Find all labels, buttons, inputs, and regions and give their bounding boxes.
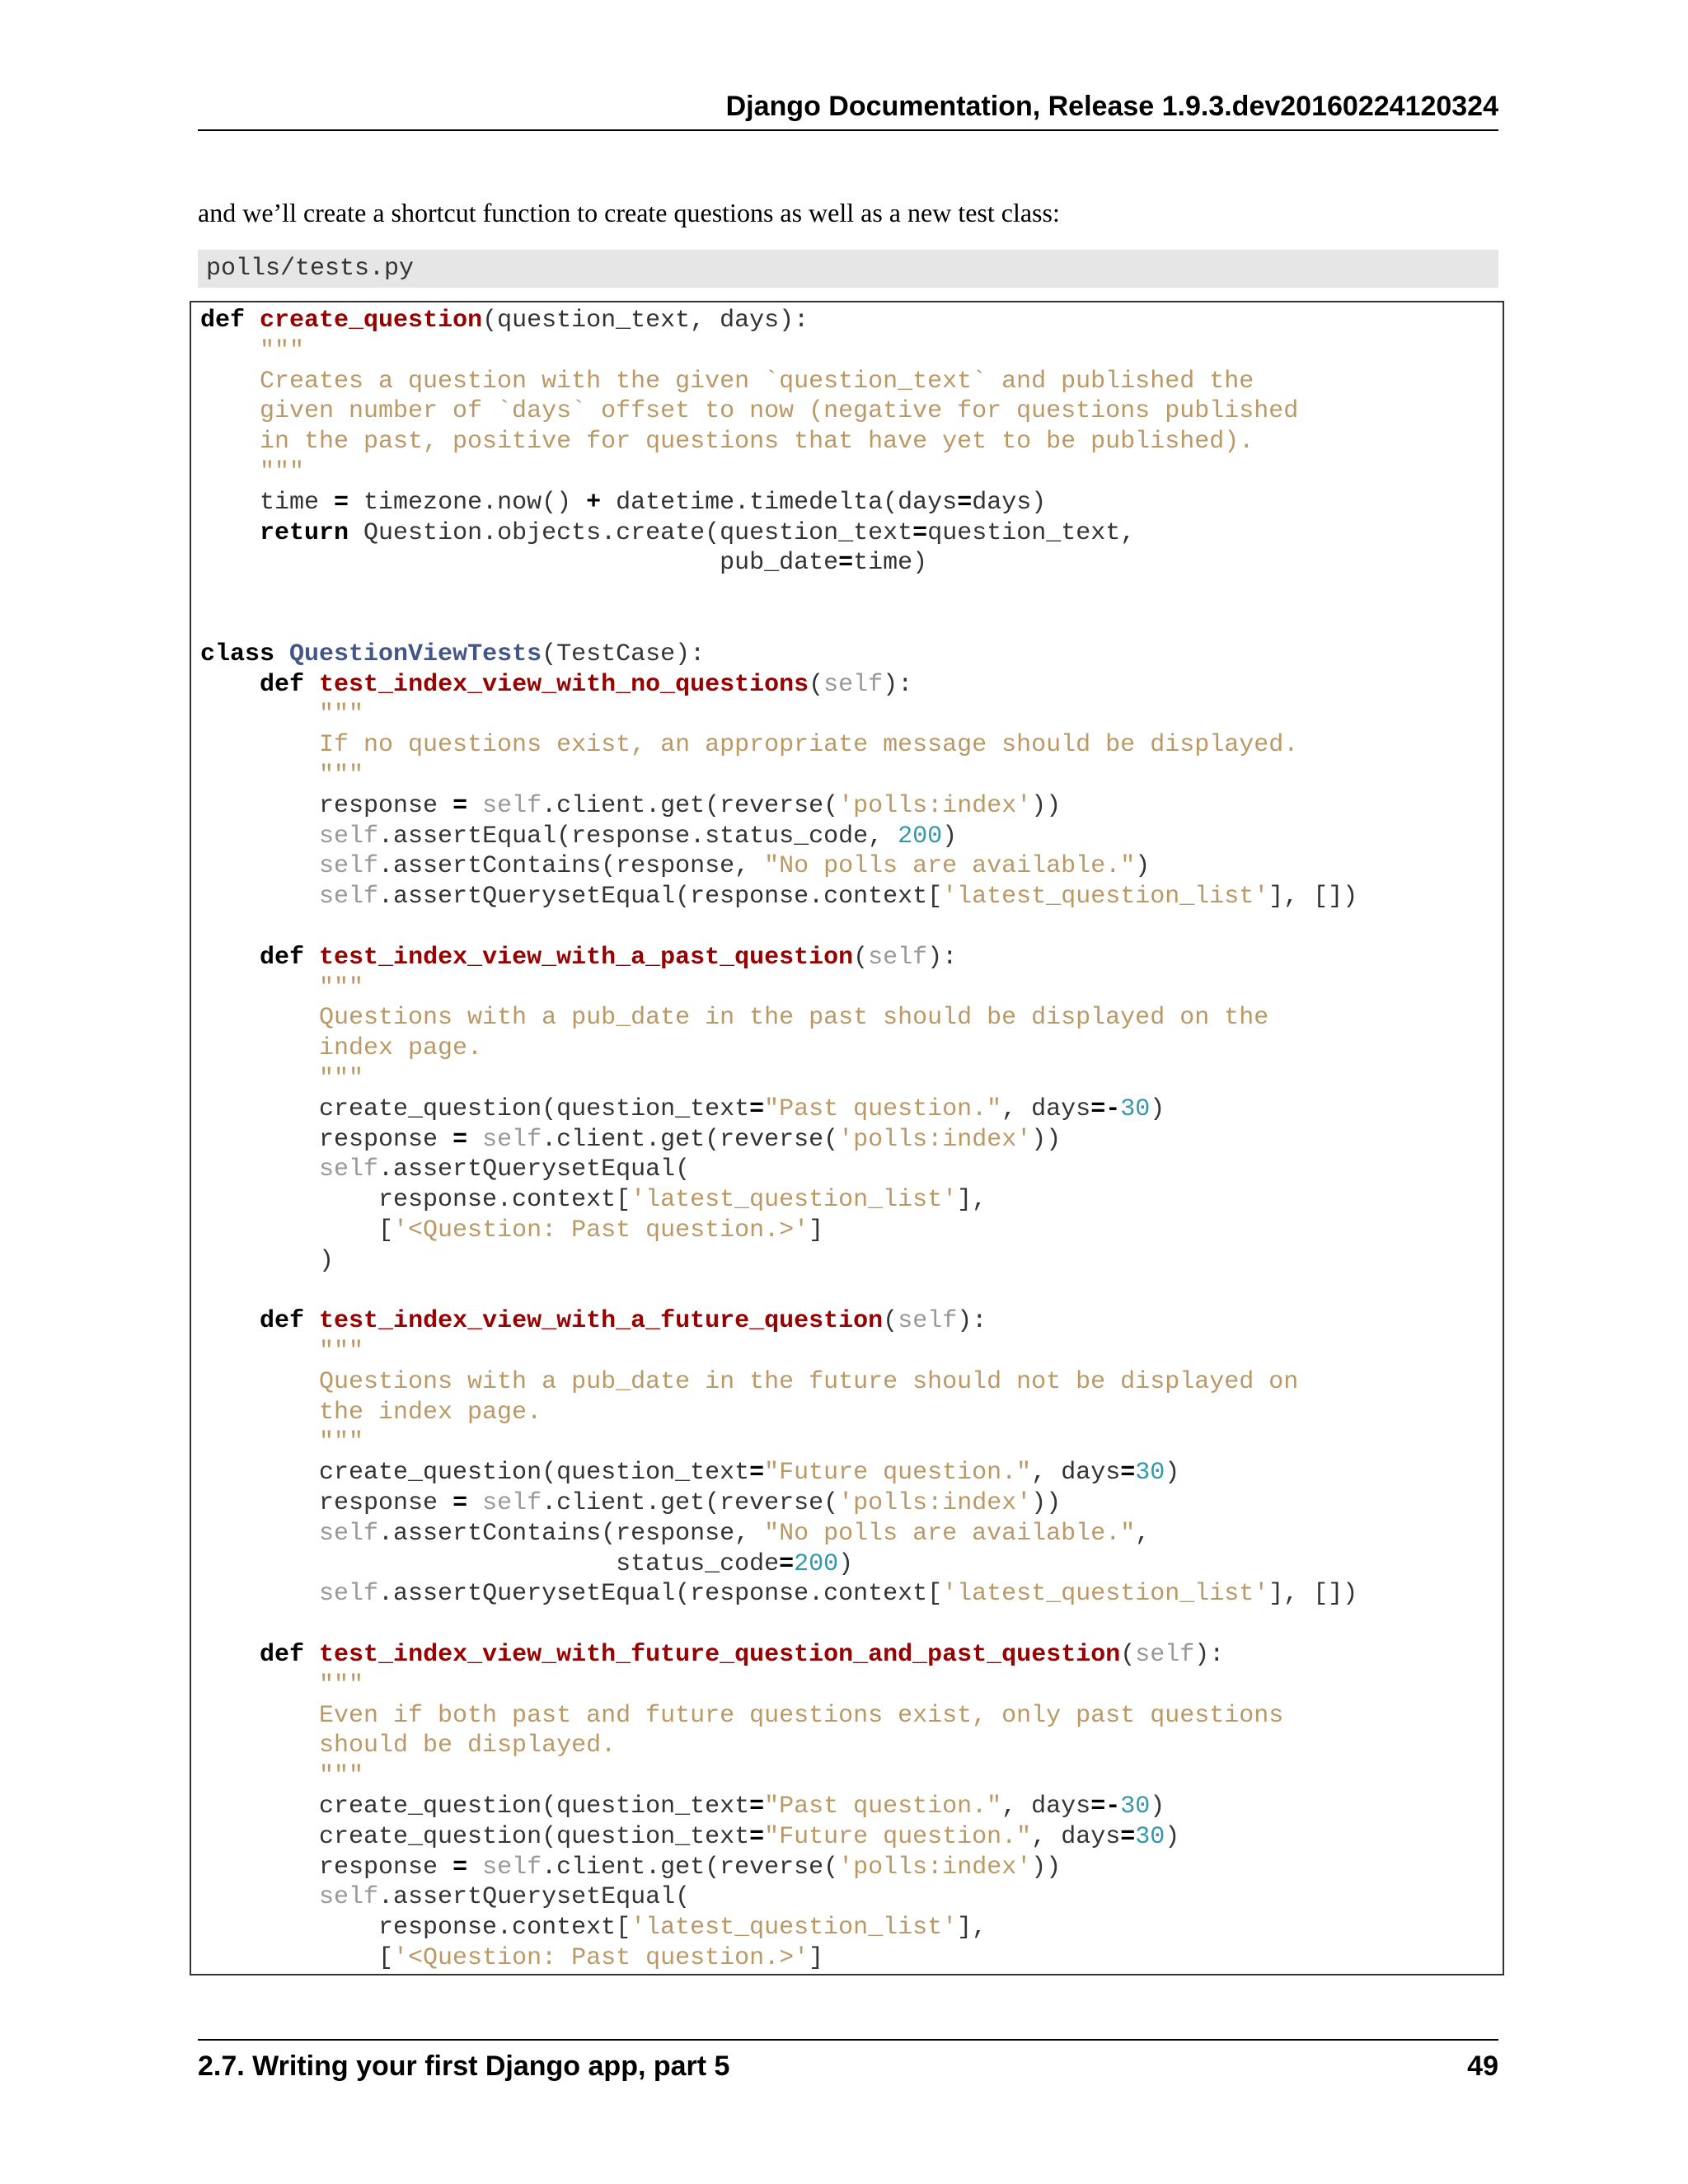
code-token: =: [452, 1853, 468, 1882]
section-title: 2.7. Writing your first Django app, part 5: [198, 2050, 730, 2082]
code-token: .assertEqual(response.status_code,: [378, 822, 898, 851]
code-token: 30: [1120, 1094, 1151, 1123]
code-token: .assertQuerysetEqual(: [378, 1155, 691, 1184]
code-line: [200, 791, 1503, 822]
code-token: 'polls:index': [838, 791, 1032, 820]
code-token: ): [1165, 1459, 1180, 1488]
code-token: =: [1120, 1822, 1136, 1851]
code-line: [200, 1882, 1503, 1913]
code-token: class: [200, 640, 275, 668]
code-token: "Future question.": [764, 1459, 1032, 1488]
code-token: [200, 883, 319, 911]
code-token: [304, 1307, 319, 1335]
code-token: create_question(question_text: [200, 1822, 750, 1851]
code-token: self: [868, 943, 928, 972]
code-token: (: [809, 670, 824, 699]
code-token: timezone.now(): [349, 488, 587, 517]
code-token: """: [200, 336, 305, 365]
code-line: [200, 1943, 1503, 1974]
code-token: .assertQuerysetEqual(: [378, 1883, 691, 1912]
code-token: .assertQuerysetEqual(response.context[: [378, 883, 943, 912]
code-token: the index page.: [200, 1398, 542, 1427]
code-token: .assertContains(response,: [378, 1519, 765, 1548]
page-footer: [198, 2039, 1498, 2083]
code-token: """: [200, 457, 305, 486]
code-token: response: [200, 1853, 453, 1882]
code-token: [: [200, 1216, 394, 1244]
code-line: [200, 1822, 1503, 1853]
code-token: ): [200, 1246, 335, 1275]
code-token: =: [912, 518, 928, 547]
code-token: [: [200, 1944, 394, 1973]
code-line: [200, 1671, 1503, 1701]
code-line: [200, 1003, 1503, 1033]
code-token: [467, 1854, 482, 1882]
code-token: ):: [1194, 1641, 1225, 1670]
code-token: "No polls are available.": [764, 852, 1136, 881]
code-token: [245, 307, 260, 335]
code-line: [200, 1549, 1503, 1580]
code-token: 'polls:index': [838, 1853, 1032, 1882]
code-line: [200, 822, 1503, 852]
code-token: self: [482, 1489, 542, 1518]
code-token: ): [1135, 852, 1151, 881]
code-token: """: [200, 1428, 364, 1457]
code-line: [200, 973, 1503, 1004]
code-token: =: [779, 1549, 795, 1578]
code-token: =: [838, 549, 854, 578]
code-filename: polls/tests.py: [198, 250, 1498, 288]
code-token: .assertQuerysetEqual(response.context[: [378, 1580, 943, 1609]
code-token: .assertContains(response,: [378, 852, 765, 881]
code-token: "Past question.": [764, 1793, 1002, 1821]
code-token: , days: [1031, 1459, 1121, 1488]
code-token: Creates a question with the given `question_text` and published the: [200, 367, 1254, 396]
code-token: [200, 1155, 319, 1183]
code-token: self: [482, 791, 542, 820]
code-token: ):: [927, 943, 958, 972]
code-line: [200, 1701, 1503, 1732]
code-token: create_question(question_text: [200, 1793, 750, 1821]
code-line: [200, 851, 1503, 882]
code-token: (: [853, 943, 869, 972]
code-token: response: [200, 1125, 453, 1154]
code-token: given number of `days` offset to now (negative for questions published: [200, 397, 1299, 426]
code-token: ): [1150, 1793, 1165, 1821]
code-token: .client.get(reverse(: [542, 1125, 839, 1154]
code-line: [200, 1761, 1503, 1792]
code-token: , days: [1001, 1094, 1091, 1123]
code-line: [200, 670, 1503, 701]
code-token: create_question(question_text: [200, 1094, 750, 1123]
code-line: [200, 1792, 1503, 1822]
code-token: )): [1031, 1489, 1062, 1518]
code-token: =: [749, 1822, 765, 1851]
code-token: ,: [1135, 1519, 1151, 1548]
code-token: """: [200, 973, 364, 1002]
code-token: index page.: [200, 1034, 483, 1063]
code-token: 'latest_question_list': [942, 883, 1269, 912]
code-line: [200, 1094, 1503, 1125]
code-token: [274, 640, 289, 668]
code-line: [200, 1427, 1503, 1458]
code-token: Questions with a pub_date in the future should not be displayed on: [200, 1367, 1299, 1396]
code-token: [200, 1520, 319, 1548]
code-line: [200, 488, 1503, 518]
code-token: "Past question.": [764, 1094, 1002, 1123]
code-token: 'polls:index': [838, 1489, 1032, 1518]
code-token: should be displayed.: [200, 1732, 617, 1760]
code-line: [200, 640, 1503, 670]
code-token: response: [200, 791, 453, 820]
code-line: [200, 1277, 1503, 1307]
intro-paragraph: and we’ll create a shortcut function to create questions as well as a new test class:: [198, 198, 1060, 227]
code-token: in the past, positive for questions that have yet to be published).: [200, 428, 1254, 457]
code-token: [200, 852, 319, 880]
code-token: )): [1031, 1125, 1062, 1154]
code-token: 'latest_question_list': [631, 1186, 958, 1215]
code-line: [200, 1033, 1503, 1064]
code-token: [200, 823, 319, 851]
code-token: test_index_view_with_future_question_and_past_question: [319, 1641, 1121, 1670]
code-token: 'latest_question_list': [631, 1914, 958, 1943]
code-token: =: [749, 1793, 765, 1821]
code-line: [200, 457, 1503, 488]
code-line: [200, 548, 1503, 579]
code-token: self: [1135, 1641, 1195, 1670]
code-token: .client.get(reverse(: [542, 1489, 839, 1518]
code-token: Question.objects.create(question_text: [349, 518, 913, 547]
code-token: '<Question: Past question.>': [393, 1944, 809, 1973]
code-token: =: [749, 1094, 765, 1123]
code-token: =: [452, 1125, 468, 1154]
code-line: [200, 761, 1503, 791]
code-token: [200, 1883, 319, 1911]
code-token: =: [334, 488, 349, 517]
code-line: [200, 1853, 1503, 1883]
code-token: ): [1165, 1822, 1180, 1851]
code-line: [200, 1488, 1503, 1519]
code-token: =: [452, 791, 468, 820]
code-token: [200, 519, 260, 547]
code-token: test_index_view_with_no_questions: [319, 670, 809, 699]
code-token: time: [200, 488, 335, 517]
code-token: self: [319, 1519, 379, 1548]
code-token: =: [1120, 1459, 1136, 1488]
code-token: 30: [1120, 1793, 1151, 1821]
code-token: =-: [1090, 1793, 1121, 1821]
code-line: [200, 306, 1503, 336]
code-line: [200, 1246, 1503, 1277]
code-token: question_text,: [927, 518, 1136, 547]
code-line: [200, 1185, 1503, 1216]
code-token: 30: [1135, 1459, 1165, 1488]
code-token: [467, 1126, 482, 1154]
code-token: self: [319, 852, 379, 881]
code-token: response.context[: [200, 1914, 631, 1943]
code-line: [200, 1216, 1503, 1246]
code-token: datetime.timedelta(days: [601, 488, 958, 517]
code-token: pub_date: [200, 549, 839, 578]
code-token: .client.get(reverse(: [542, 1853, 839, 1882]
code-line: [200, 336, 1503, 367]
code-line: [200, 609, 1503, 640]
code-token: (TestCase):: [542, 640, 706, 668]
code-token: def: [260, 1307, 305, 1336]
code-token: ): [942, 822, 958, 851]
code-token: =: [452, 1489, 468, 1518]
code-token: 200: [794, 1549, 839, 1578]
code-line: [200, 1519, 1503, 1549]
code-line: [200, 1064, 1503, 1094]
code-token: ):: [883, 670, 913, 699]
code-line: [200, 1610, 1503, 1640]
code-token: create_question: [260, 307, 483, 335]
code-token: self: [482, 1853, 542, 1882]
code-token: response: [200, 1489, 453, 1518]
code-line: [200, 730, 1503, 761]
code-token: self: [319, 1155, 379, 1184]
code-line: [200, 1367, 1503, 1398]
code-token: .client.get(reverse(: [542, 791, 839, 820]
page-number: 49: [1467, 2050, 1498, 2082]
code-token: self: [319, 883, 379, 912]
code-token: "Future question.": [764, 1822, 1032, 1851]
code-line: [200, 427, 1503, 457]
code-line: [200, 1579, 1503, 1610]
code-line: [200, 396, 1503, 427]
code-token: self: [319, 822, 379, 851]
code-block: [190, 301, 1504, 1975]
code-token: self: [482, 1125, 542, 1154]
code-line: [200, 1458, 1503, 1488]
code-token: self: [898, 1307, 958, 1336]
code-line: [200, 367, 1503, 397]
code-line: [200, 700, 1503, 730]
code-line: [200, 1731, 1503, 1761]
code-line: [200, 882, 1503, 912]
code-token: [200, 1580, 319, 1608]
code-token: """: [200, 1064, 364, 1093]
code-token: [200, 671, 260, 699]
code-token: ]: [809, 1944, 824, 1973]
code-token: days): [972, 488, 1047, 517]
code-token: self: [319, 1580, 379, 1609]
code-token: ],: [957, 1186, 987, 1215]
code-line: [200, 1640, 1503, 1671]
code-token: self: [823, 670, 884, 699]
code-token: test_index_view_with_a_future_question: [319, 1307, 884, 1336]
code-token: def: [200, 307, 246, 335]
code-token: "No polls are available.": [764, 1519, 1136, 1548]
code-token: , days: [1031, 1822, 1121, 1851]
code-token: [467, 1489, 482, 1517]
document-title: Django Documentation, Release 1.9.3.dev20160224120324: [725, 91, 1498, 122]
code-token: ], []): [1268, 1580, 1358, 1609]
code-token: ):: [957, 1307, 987, 1336]
code-token: create_question(question_text: [200, 1459, 750, 1488]
code-token: ]: [809, 1216, 824, 1244]
code-token: )): [1031, 791, 1062, 820]
code-token: """: [200, 701, 364, 729]
code-token: status_code: [200, 1549, 780, 1578]
code-token: response.context[: [200, 1186, 631, 1215]
code-line: [200, 1398, 1503, 1428]
code-token: 30: [1135, 1822, 1165, 1851]
code-token: test_index_view_with_a_past_question: [319, 943, 854, 972]
code-token: If no questions exist, an appropriate message should be displayed.: [200, 731, 1299, 760]
code-token: """: [200, 1671, 364, 1699]
code-token: (question_text, days):: [482, 307, 809, 335]
code-token: [304, 1641, 319, 1669]
code-line: [200, 1337, 1503, 1367]
code-token: time): [853, 549, 928, 578]
code-token: =-: [1090, 1094, 1121, 1123]
page-header: [198, 91, 1498, 131]
code-token: [200, 1641, 260, 1669]
code-token: (: [883, 1307, 898, 1336]
code-token: def: [260, 670, 305, 699]
code-listing: [191, 302, 1503, 1974]
code-line: [200, 1913, 1503, 1943]
code-line: [200, 1155, 1503, 1185]
code-token: ): [1150, 1094, 1165, 1123]
code-token: [304, 671, 319, 699]
code-token: (: [1120, 1641, 1136, 1670]
code-line: [200, 943, 1503, 973]
code-token: +: [586, 488, 602, 517]
code-token: )): [1031, 1853, 1062, 1882]
code-token: , days: [1001, 1793, 1091, 1821]
code-line: [200, 579, 1503, 609]
code-token: =: [957, 488, 973, 517]
code-line: [200, 518, 1503, 549]
code-token: 200: [898, 822, 943, 851]
code-token: =: [749, 1459, 765, 1488]
code-token: [200, 1307, 260, 1335]
code-token: def: [260, 1641, 305, 1670]
code-token: Questions with a pub_date in the past should be displayed on the: [200, 1004, 1269, 1033]
code-token: '<Question: Past question.>': [393, 1216, 809, 1244]
code-token: [304, 944, 319, 972]
code-token: ], []): [1268, 883, 1358, 912]
code-token: """: [200, 1762, 364, 1791]
code-token: QuestionViewTests: [289, 640, 542, 668]
code-token: [467, 792, 482, 820]
code-token: 'polls:index': [838, 1125, 1032, 1154]
code-line: [200, 912, 1503, 943]
code-line: [200, 1306, 1503, 1337]
code-token: [200, 944, 260, 972]
code-token: ): [838, 1549, 854, 1578]
code-token: """: [200, 1338, 364, 1366]
code-line: [200, 1125, 1503, 1155]
code-token: def: [260, 943, 305, 972]
code-token: self: [319, 1883, 379, 1912]
code-token: Even if both past and future questions exist, only past questions: [200, 1701, 1284, 1730]
code-token: return: [260, 518, 349, 547]
code-token: 'latest_question_list': [942, 1580, 1269, 1609]
code-token: """: [200, 761, 364, 790]
code-token: ],: [957, 1914, 987, 1943]
